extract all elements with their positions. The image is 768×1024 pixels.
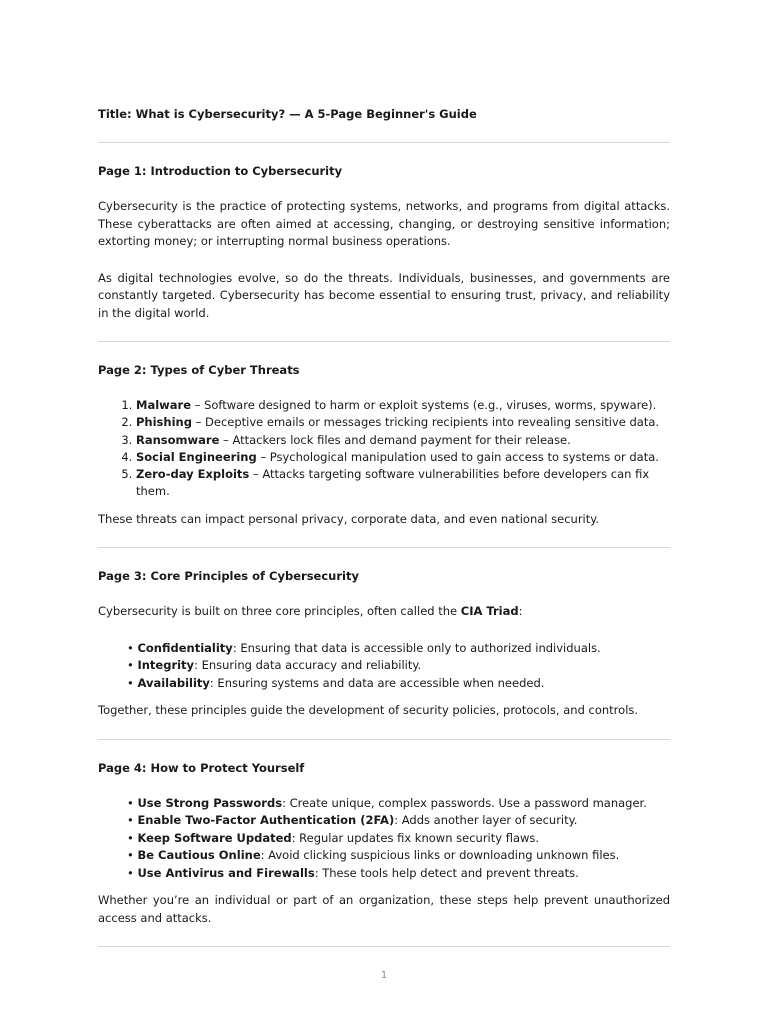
protection-term: Keep Software Updated <box>137 830 292 845</box>
protection-description: : Regular updates fix known security flaws. <box>291 830 540 845</box>
protection-term: Be Cautious Online <box>137 848 261 863</box>
principles-intro <box>98 603 670 621</box>
bullet-icon: • <box>127 795 138 810</box>
protection-description: : Adds another layer of security. <box>394 813 578 828</box>
principle-description: : Ensuring data accuracy and reliability. <box>194 658 422 673</box>
divider <box>98 547 670 548</box>
principle-description: : Ensuring systems and data are accessible when needed. <box>209 675 545 690</box>
principle-term: Confidentiality <box>137 640 233 655</box>
threat-list <box>98 397 670 501</box>
intro-paragraph-1: Cybersecurity is the practice of protecting systems, networks, and programs from digital attacks. These cyberattacks are often aimed at accessing, changing, or destroying sensitive information; extorting money; or interrupting normal business operations. <box>98 199 670 248</box>
page-number: 1 <box>380 970 388 981</box>
list-item <box>127 847 670 865</box>
threat-description: – Attackers lock files and demand payment for their release. <box>219 432 571 447</box>
threat-term: Malware <box>136 398 192 412</box>
divider <box>98 946 670 947</box>
protection-term: Use Antivirus and Firewalls <box>137 865 315 880</box>
threat-term: Ransomware <box>136 432 220 447</box>
protection-term: Use Strong Passwords <box>137 795 283 810</box>
list-item <box>127 675 670 693</box>
principles-closing: Together, these principles guide the development of security policies, protocols, and controls. <box>98 703 639 718</box>
bullet-icon: • <box>127 640 138 655</box>
cia-triad-term: CIA Triad <box>460 604 519 619</box>
threat-description: – Attacks targeting software vulnerabilities before developers can fix them. <box>136 467 650 499</box>
threats-closing: These threats can impact personal privacy, corporate data, and even national security. <box>98 511 600 526</box>
bullet-icon: • <box>127 830 138 845</box>
principle-term: Integrity <box>137 658 195 673</box>
principles-intro-text: Cybersecurity is built on three core principles, often called the <box>98 604 461 619</box>
page-content <box>98 106 670 947</box>
bullet-icon: • <box>127 813 138 828</box>
section-heading-intro: Page 1: Introduction to Cybersecurity <box>98 164 343 178</box>
list-item <box>127 812 670 830</box>
protection-description: : Create unique, complex passwords. Use a password manager. <box>282 795 647 810</box>
threat-term: Zero-day Exploits <box>136 467 250 482</box>
list-item <box>127 640 670 658</box>
list-item <box>136 466 670 501</box>
principles-list <box>98 640 670 693</box>
divider <box>98 142 670 143</box>
divider <box>98 739 670 740</box>
protection-description: : These tools help detect and prevent threats. <box>314 865 579 880</box>
bullet-icon: • <box>127 675 138 690</box>
section-heading-principles: Page 3: Core Principles of Cybersecurity <box>98 569 359 584</box>
list-item <box>136 414 670 431</box>
protection-list <box>98 795 670 883</box>
intro-paragraph-2: As digital technologies evolve, so do the threats. Individuals, businesses, and governments are constantly targeted. Cybersecurity has become essential to ensuring trust, privacy, and reliability in the digital world. <box>98 270 670 320</box>
list-item <box>127 657 670 675</box>
bullet-icon: • <box>127 865 138 880</box>
protection-term: Enable Two-Factor Authentication (2FA) <box>137 813 395 828</box>
list-item <box>136 432 670 449</box>
protection-closing: Whether you’re an individual or part of an organization, these steps help prevent unauthorized access and attacks. <box>98 893 670 925</box>
bullet-icon: • <box>127 848 138 863</box>
principle-description: : Ensuring that data is accessible only to authorized individuals. <box>232 640 601 655</box>
list-item <box>127 795 670 813</box>
principle-term: Availability <box>137 675 210 690</box>
section-heading-protect: Page 4: How to Protect Yourself <box>98 760 305 775</box>
list-item <box>127 830 670 848</box>
list-item <box>136 397 670 414</box>
document-title: Title: What is Cybersecurity? — A 5-Page Beginner's Guide <box>98 107 477 121</box>
threat-term: Phishing <box>136 415 192 430</box>
principles-intro-punct: : <box>518 604 523 619</box>
section-heading-threats: Page 2: Types of Cyber Threats <box>98 363 300 377</box>
threat-description: – Software designed to harm or exploit systems (e.g., viruses, worms, spyware). <box>191 398 657 412</box>
divider <box>98 341 670 342</box>
list-item <box>127 865 670 883</box>
protection-description: : Avoid clicking suspicious links or downloading unknown files. <box>260 848 620 863</box>
bullet-icon: • <box>127 658 138 673</box>
threat-description: – Psychological manipulation used to gain access to systems or data. <box>256 449 659 464</box>
threat-term: Social Engineering <box>136 449 257 464</box>
list-item <box>136 449 670 466</box>
threat-description: – Deceptive emails or messages tricking recipients into revealing sensitive data. <box>191 415 660 430</box>
